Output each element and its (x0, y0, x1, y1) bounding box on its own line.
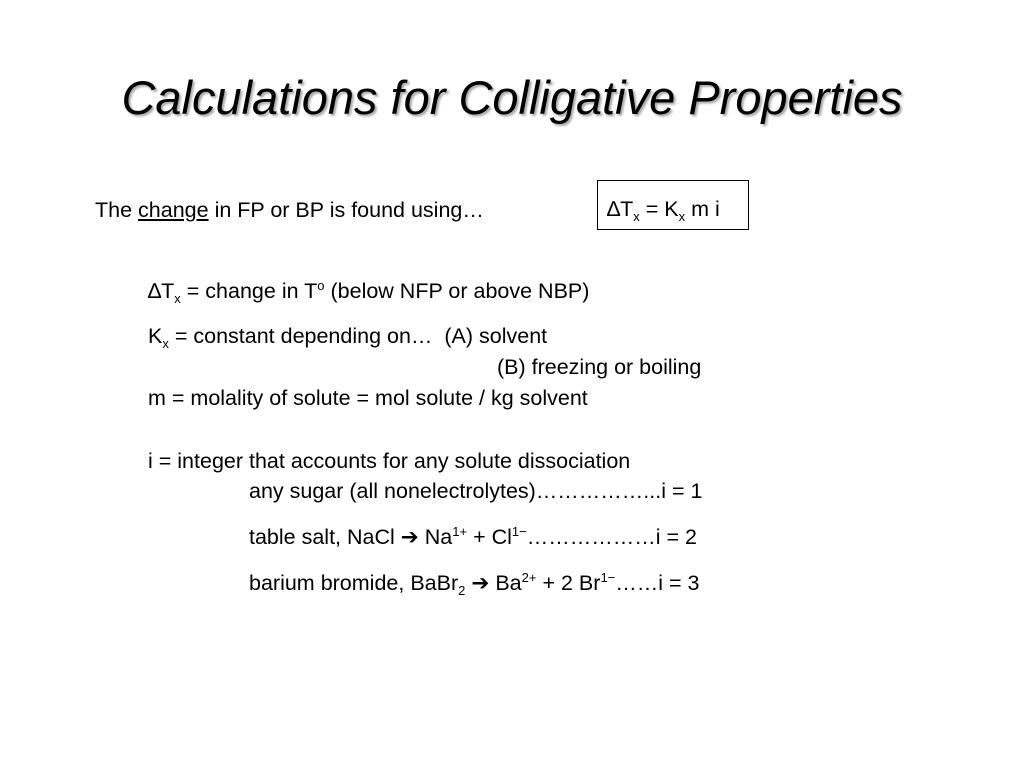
slide-title: Calculations for Colligative Properties (121, 71, 903, 124)
babr-br-sup: 1− (600, 570, 616, 585)
def-k (148, 324, 548, 351)
babr-sub: 2 (458, 583, 466, 598)
babr-br: + 2 Br (542, 571, 601, 595)
def-i: i = integer that accounts for any solute dissociation (148, 449, 631, 473)
salt-pre: table salt, NaCl (249, 525, 395, 549)
formula-sub-x-2: x (678, 209, 686, 224)
intro-pre: The (95, 198, 133, 222)
def-m: m = molality of solute = mol solute / kg solvent (148, 386, 588, 410)
intro-post: in FP or BP is found using… (214, 198, 484, 222)
arrow-icon: ➔ (471, 571, 490, 595)
formula-box (597, 180, 749, 230)
def-delta-t-sub: x (174, 291, 181, 306)
def-delta-t-sup: o (317, 278, 325, 293)
salt-na-sup: 1+ (452, 524, 468, 539)
formula-sub-x: x (633, 209, 640, 224)
def-k-b: (B) freezing or boiling (497, 355, 702, 379)
def-delta-t (148, 278, 590, 306)
formula (607, 197, 720, 224)
babr-pre: barium bromide, BaBr (249, 571, 459, 595)
salt-na: Na (424, 525, 453, 549)
def-k-symbol: K (148, 324, 163, 348)
def-k-sub: x (162, 336, 169, 351)
babr-tail: ……i = 3 (615, 571, 700, 595)
example-salt (249, 524, 697, 549)
example-sugar: any sugar (all nonelectrolytes)……………...i = 1 (249, 479, 703, 503)
def-delta-t-symbol: ∆T (148, 279, 175, 303)
arrow-icon: ➔ (400, 525, 419, 549)
def-delta-t-tail: (below NFP or above NBP) (330, 279, 590, 303)
formula-delta-t: ∆T (607, 197, 634, 221)
salt-cl: + Cl (473, 525, 512, 549)
salt-tail: ………………i = 2 (526, 525, 697, 549)
salt-cl-sup: 1− (511, 524, 527, 539)
def-delta-t-text: = change in T (186, 279, 318, 303)
formula-rest: m i (691, 197, 720, 221)
intro-line (95, 200, 484, 222)
babr-ba: Ba (495, 571, 522, 595)
babr-ba-sup: 2+ (521, 570, 537, 585)
formula-equals-k: = K (645, 197, 679, 221)
intro-underlined: change (138, 198, 209, 222)
def-k-text: = constant depending on… (A) solvent (174, 324, 548, 348)
example-babr (249, 570, 700, 598)
